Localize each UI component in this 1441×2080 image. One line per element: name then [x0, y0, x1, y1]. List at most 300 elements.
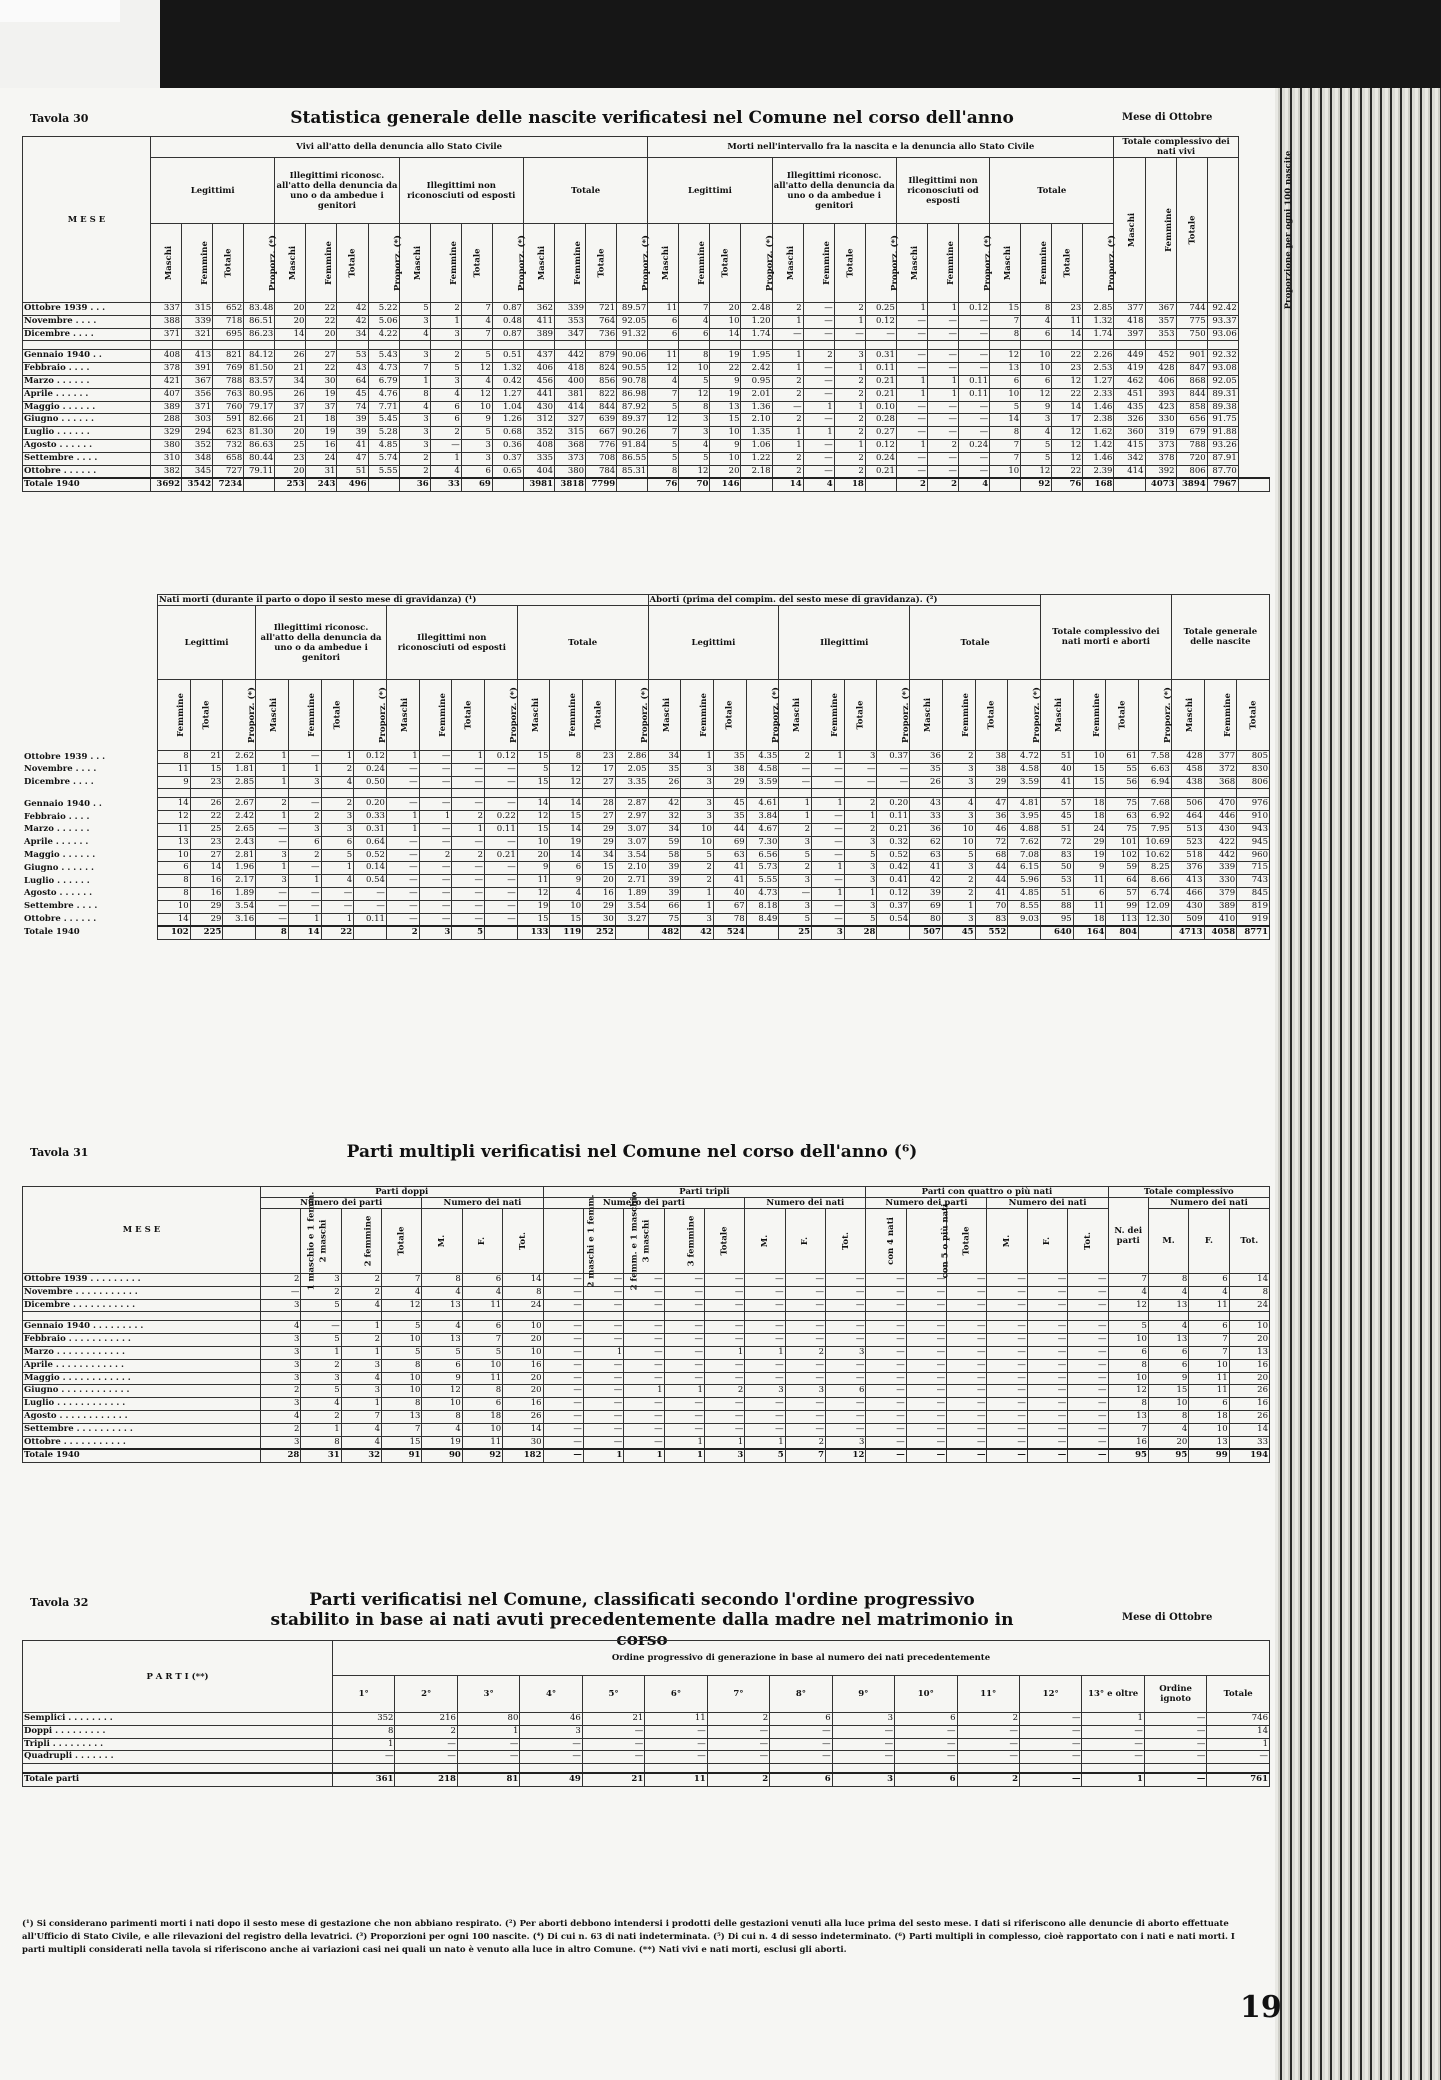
cell: 36	[399, 478, 430, 491]
cell: —	[987, 1359, 1027, 1372]
table-row	[158, 763, 1270, 776]
cell: 3	[679, 427, 710, 440]
cell: 11	[648, 350, 679, 363]
cell: 41	[975, 887, 1008, 900]
cell: 397	[1114, 328, 1145, 341]
cell: 430	[1171, 900, 1204, 913]
cell: 0.21	[485, 849, 518, 862]
cell: 8	[422, 1410, 462, 1423]
cell: 10	[681, 823, 714, 836]
cell: —	[812, 900, 845, 913]
cell: 361	[333, 1773, 395, 1786]
cell: —	[785, 1423, 825, 1436]
cell: —	[704, 1274, 744, 1287]
cell: 1	[624, 1385, 664, 1398]
cell: 3894	[1176, 478, 1207, 491]
cell: —	[906, 1372, 946, 1385]
cell: 5.22	[368, 303, 399, 316]
cell: 2.43	[223, 836, 256, 849]
cell: —	[419, 875, 452, 888]
cell: 21	[582, 1773, 644, 1786]
cell: 3	[942, 776, 975, 789]
cell: 3	[942, 862, 975, 875]
cell: 79.11	[244, 465, 275, 478]
cell: 1	[341, 1321, 381, 1334]
cell: 315	[182, 303, 213, 316]
cell: 1	[927, 388, 958, 401]
cell: —	[452, 776, 485, 789]
cell: 2	[288, 811, 321, 824]
cell: —	[624, 1398, 664, 1411]
cell: 133	[517, 926, 550, 939]
cell: —	[866, 1410, 906, 1423]
row-label: Agosto . . . . . .	[24, 888, 93, 899]
cell: 805	[1237, 751, 1270, 764]
subcol-header: Proporz. (*)	[746, 680, 779, 751]
cell: 2	[772, 465, 803, 478]
cell: 7	[1189, 1334, 1229, 1347]
subcol-header: Femmine	[679, 224, 710, 303]
cell: 2	[341, 1274, 381, 1287]
cell: 25	[275, 439, 306, 452]
row-label: Semplici . . . . . . . .	[23, 1713, 333, 1726]
table-32-month: Mese di Ottobre	[1122, 1612, 1213, 1623]
cell: 406	[1145, 375, 1176, 388]
cell: 13	[1229, 1346, 1269, 1359]
subcol-header: Femmine	[306, 224, 337, 303]
row-label: Totale 1940	[24, 927, 80, 938]
col-m-illeg-non: Illegittimi non riconosciuti od esposti	[896, 158, 989, 224]
cell: 3	[301, 1274, 341, 1287]
cell: —	[866, 1334, 906, 1347]
cell: —	[543, 1449, 583, 1462]
cell: 20	[1148, 1436, 1188, 1449]
table-31-number: Tavola 31	[30, 1146, 89, 1159]
cell: —	[812, 849, 845, 862]
row-label: Novembre . . . . . . . . . . .	[23, 1286, 261, 1299]
table-row	[23, 1286, 1270, 1299]
cell: —	[645, 1738, 707, 1751]
cell: 422	[1204, 836, 1237, 849]
cell: 1	[772, 363, 803, 376]
cell: 2.26	[1083, 350, 1114, 363]
cell: 90.55	[617, 363, 648, 376]
cell: 12	[550, 776, 583, 789]
cell: 2	[772, 375, 803, 388]
cell: 1	[664, 1385, 704, 1398]
cell: —	[987, 1286, 1027, 1299]
cell: 6	[158, 862, 191, 875]
col-group-tot-compl: Totale complessivo dei nati morti e aborti	[1040, 595, 1171, 680]
cell: —	[987, 1410, 1027, 1423]
row-label: Settembre . . . .	[23, 452, 151, 465]
row-label: Novembre . . . .	[23, 315, 151, 328]
cell: 715	[1237, 862, 1270, 875]
cell: —	[664, 1372, 704, 1385]
cell: —	[959, 465, 990, 478]
cell: —	[624, 1334, 664, 1347]
cell: 367	[182, 375, 213, 388]
cell: 744	[1176, 303, 1207, 316]
cell: —	[826, 1321, 866, 1334]
table-row	[158, 862, 1270, 875]
cell: —	[866, 1423, 906, 1436]
cell: 0.50	[354, 776, 387, 789]
cell: 310	[151, 452, 182, 465]
cell: 10	[990, 388, 1021, 401]
cell: 1	[430, 452, 461, 465]
cell: 2	[942, 887, 975, 900]
cell: —	[419, 823, 452, 836]
cell: —	[959, 427, 990, 440]
table-row	[23, 1713, 1270, 1726]
cell: 430	[1204, 823, 1237, 836]
cell: 414	[1114, 465, 1145, 478]
cell	[1238, 478, 1269, 491]
row-label: Maggio . . . . . . . . . . . .	[23, 1372, 261, 1385]
cell: 14	[190, 862, 223, 875]
cell: 335	[523, 452, 554, 465]
cell: 3	[301, 1372, 341, 1385]
cell: 330	[1204, 875, 1237, 888]
cell: —	[1082, 1725, 1144, 1738]
cell: 352	[182, 439, 213, 452]
cell: 1	[457, 1725, 519, 1738]
cell: 6	[1021, 328, 1052, 341]
cell: —	[772, 328, 803, 341]
table-row	[158, 776, 1270, 789]
col-nm-totale: Totale	[517, 606, 648, 680]
subcol-header: Maschi	[517, 680, 550, 751]
cell: —	[520, 1751, 582, 1764]
cell: —	[664, 1286, 704, 1299]
cell: 760	[213, 401, 244, 414]
cell: 3	[681, 811, 714, 824]
cell: 58	[648, 849, 681, 862]
cell: 6	[422, 1359, 462, 1372]
cell: 38	[975, 751, 1008, 764]
cell: 93.37	[1207, 315, 1238, 328]
cell: 1	[681, 751, 714, 764]
cell: 2.85	[223, 776, 256, 789]
cell: 26	[1229, 1385, 1269, 1398]
cell: 91.32	[617, 328, 648, 341]
cell: 8.55	[1008, 900, 1041, 913]
cell: 92.32	[1207, 350, 1238, 363]
cell: 2	[957, 1713, 1019, 1726]
cell: 18	[1073, 798, 1106, 811]
cell: 6	[895, 1773, 957, 1786]
row-label: Febbraio . . . .	[23, 363, 151, 376]
cell: 3.54	[223, 900, 256, 913]
subcol-header: Femmine	[288, 680, 321, 751]
cell: 2	[301, 1359, 341, 1372]
cell: 0.51	[492, 350, 523, 363]
cell: 736	[586, 328, 617, 341]
cell: 822	[586, 388, 617, 401]
subcol-header: F.	[1027, 1209, 1067, 1274]
cell: —	[419, 862, 452, 875]
subcol-header: Femmine	[1204, 680, 1237, 751]
cell: —	[947, 1274, 987, 1287]
cell: 81.30	[244, 427, 275, 440]
cell: —	[959, 414, 990, 427]
cell: —	[877, 776, 910, 789]
cell: 303	[182, 414, 213, 427]
table-row	[23, 1346, 1270, 1359]
cell: 33	[430, 478, 461, 491]
cell: 12	[826, 1449, 866, 1462]
cell: 353	[1145, 328, 1176, 341]
cell: 252	[583, 926, 616, 939]
cell: 6	[990, 375, 1021, 388]
cell: 5	[779, 913, 812, 926]
cell: 7967	[1207, 478, 1238, 491]
cell: 7	[990, 315, 1021, 328]
cell: —	[485, 776, 518, 789]
row-label: Marzo . . . . . .	[24, 824, 90, 835]
cell: 72	[975, 836, 1008, 849]
cell: 1	[256, 776, 289, 789]
cell: —	[947, 1423, 987, 1436]
table-row	[158, 926, 1270, 939]
cell: 31	[306, 465, 337, 478]
cell: 70	[679, 478, 710, 491]
cell: 0.48	[492, 315, 523, 328]
cell: 2.65	[223, 823, 256, 836]
cell: 20	[583, 875, 616, 888]
cell: 19	[710, 388, 741, 401]
cell: 8	[1108, 1359, 1148, 1372]
cell: 2	[834, 452, 865, 465]
cell: 2	[772, 452, 803, 465]
cell: 31	[301, 1449, 341, 1462]
cell: 102	[1106, 849, 1139, 862]
cell: 806	[1237, 776, 1270, 789]
cell: 4	[422, 1321, 462, 1334]
cell: 3	[430, 375, 461, 388]
cell: 6	[1189, 1321, 1229, 1334]
cell: 430	[523, 401, 554, 414]
cell: —	[1027, 1398, 1067, 1411]
cell: 90.06	[617, 350, 648, 363]
cell: 91.84	[617, 439, 648, 452]
cell: 2.17	[223, 875, 256, 888]
cell: 5	[844, 913, 877, 926]
cell: 2.38	[1083, 414, 1114, 427]
subcol-header: Proporz. (*)	[1083, 224, 1114, 303]
cell: 102	[158, 926, 191, 939]
cell: 3	[942, 913, 975, 926]
cell: 6	[1148, 1346, 1188, 1359]
cell: 59	[648, 836, 681, 849]
cell: 362	[523, 303, 554, 316]
cell: —	[785, 1410, 825, 1423]
cell: 4	[679, 439, 710, 452]
col-totale: Totale	[523, 158, 647, 224]
cell: 868	[1176, 375, 1207, 388]
cell: 5	[462, 1346, 502, 1359]
cell: —	[485, 887, 518, 900]
cell: 640	[1040, 926, 1073, 939]
subcol-header: Proporz. (*)	[368, 224, 399, 303]
page-number: 19	[1240, 1990, 1282, 2025]
subcol-header: Femmine	[927, 224, 958, 303]
cell: —	[957, 1725, 1019, 1738]
cell: 11	[462, 1372, 502, 1385]
cell: 1.74	[1083, 328, 1114, 341]
cell: 847	[1176, 363, 1207, 376]
cell: 4	[1021, 315, 1052, 328]
cell: 442	[1204, 849, 1237, 862]
cell: 75	[1106, 798, 1139, 811]
subcol-header: Femmine	[681, 680, 714, 751]
cell: 1.27	[492, 388, 523, 401]
cell: —	[704, 1299, 744, 1312]
cell: 1.32	[492, 363, 523, 376]
cell: —	[485, 862, 518, 875]
cell: —	[664, 1423, 704, 1436]
cell: —	[1144, 1751, 1206, 1764]
cell: 4058	[1204, 926, 1237, 939]
cell: 330	[1145, 414, 1176, 427]
cell: 243	[306, 478, 337, 491]
cell: 28	[844, 926, 877, 939]
cell: 2	[803, 350, 834, 363]
cell: 3	[681, 763, 714, 776]
cell: —	[707, 1738, 769, 1751]
subcol-header: Maschi	[523, 224, 554, 303]
cell: 3.59	[746, 776, 779, 789]
cell: —	[947, 1286, 987, 1299]
cell: 3	[321, 811, 354, 824]
cell: —	[1027, 1449, 1067, 1462]
cell: 12	[1021, 465, 1052, 478]
cell: 4	[422, 1423, 462, 1436]
cell: —	[1144, 1725, 1206, 1738]
cell: 10	[1021, 363, 1052, 376]
cell: 14	[1229, 1274, 1269, 1287]
cell: 23	[1052, 303, 1083, 316]
cell: 4.72	[1008, 751, 1041, 764]
cell: —	[895, 1725, 957, 1738]
cell: 14	[1207, 1725, 1270, 1738]
cell: —	[785, 1398, 825, 1411]
cell: 87.92	[617, 401, 648, 414]
cell: —	[1027, 1274, 1067, 1287]
subcol-header: 1 maschio e 1 femm.	[261, 1209, 301, 1274]
cell: 294	[182, 427, 213, 440]
cell: —	[745, 1274, 785, 1287]
cell: 379	[1204, 887, 1237, 900]
cell: 10	[710, 427, 741, 440]
cell: 63	[1106, 811, 1139, 824]
cell: —	[1027, 1359, 1067, 1372]
cell: 5	[301, 1385, 341, 1398]
cell: 4	[959, 478, 990, 491]
cell: 367	[1145, 303, 1176, 316]
cell: —	[582, 1725, 644, 1738]
cell: 943	[1237, 823, 1270, 836]
subcol-header: 5°	[582, 1676, 644, 1713]
cell: 41	[910, 862, 943, 875]
cell: 879	[586, 350, 617, 363]
cell: 6.92	[1139, 811, 1172, 824]
table-30-stillbirths	[157, 594, 1270, 940]
cell: 3	[419, 926, 452, 939]
cell: —	[354, 887, 387, 900]
cell: 0.11	[877, 811, 910, 824]
cell: 4	[1021, 427, 1052, 440]
cell: 23	[1052, 363, 1083, 376]
cell: 4	[261, 1321, 301, 1334]
cell: 5	[1021, 439, 1052, 452]
cell: 0.21	[865, 465, 896, 478]
cell: 656	[1176, 414, 1207, 427]
cell: —	[645, 1725, 707, 1738]
cell: 57	[1106, 887, 1139, 900]
cell: —	[812, 823, 845, 836]
cell: 2	[896, 478, 927, 491]
cell: 0.54	[877, 913, 910, 926]
table-row	[23, 1751, 1270, 1764]
cell: 7799	[586, 478, 617, 491]
cell: —	[896, 427, 927, 440]
cell: 39	[648, 862, 681, 875]
cell: 4	[1189, 1286, 1229, 1299]
cell: 381	[555, 388, 586, 401]
subcol-header: Femmine	[555, 224, 586, 303]
cell: 6	[550, 862, 583, 875]
cell: 377	[1204, 751, 1237, 764]
cell: 2.48	[741, 303, 772, 316]
cell: 6	[679, 328, 710, 341]
cell: 2	[772, 303, 803, 316]
cell: 345	[182, 465, 213, 478]
cell: —	[1144, 1773, 1206, 1786]
subcol-header: 8°	[770, 1676, 832, 1713]
cell: —	[452, 887, 485, 900]
cell: 419	[1114, 363, 1145, 376]
cell: 7.58	[1139, 751, 1172, 764]
cell: —	[333, 1751, 395, 1764]
subcol-header: 3°	[457, 1676, 519, 1713]
cell: 418	[1114, 315, 1145, 328]
cell: —	[419, 836, 452, 849]
subcol-header: Proporz. (*)	[959, 224, 990, 303]
cell: 1.89	[223, 887, 256, 900]
cell: 35	[910, 763, 943, 776]
cell: —	[896, 401, 927, 414]
cell: 5	[679, 375, 710, 388]
cell: 10.62	[1139, 849, 1172, 862]
cell: 16	[1108, 1436, 1148, 1449]
cell: 1.62	[1083, 427, 1114, 440]
cell: 20	[275, 315, 306, 328]
cell: 1.95	[741, 350, 772, 363]
cell: —	[832, 1738, 894, 1751]
cell: 3	[779, 836, 812, 849]
cell: 90.78	[617, 375, 648, 388]
cell: 45	[337, 388, 368, 401]
cell: 61	[1106, 751, 1139, 764]
cell: 10	[550, 900, 583, 913]
cell: 0.68	[492, 427, 523, 440]
cell: 3	[779, 900, 812, 913]
cell: 70	[975, 900, 1008, 913]
table-row	[23, 427, 1270, 440]
cell: 7.30	[746, 836, 779, 849]
